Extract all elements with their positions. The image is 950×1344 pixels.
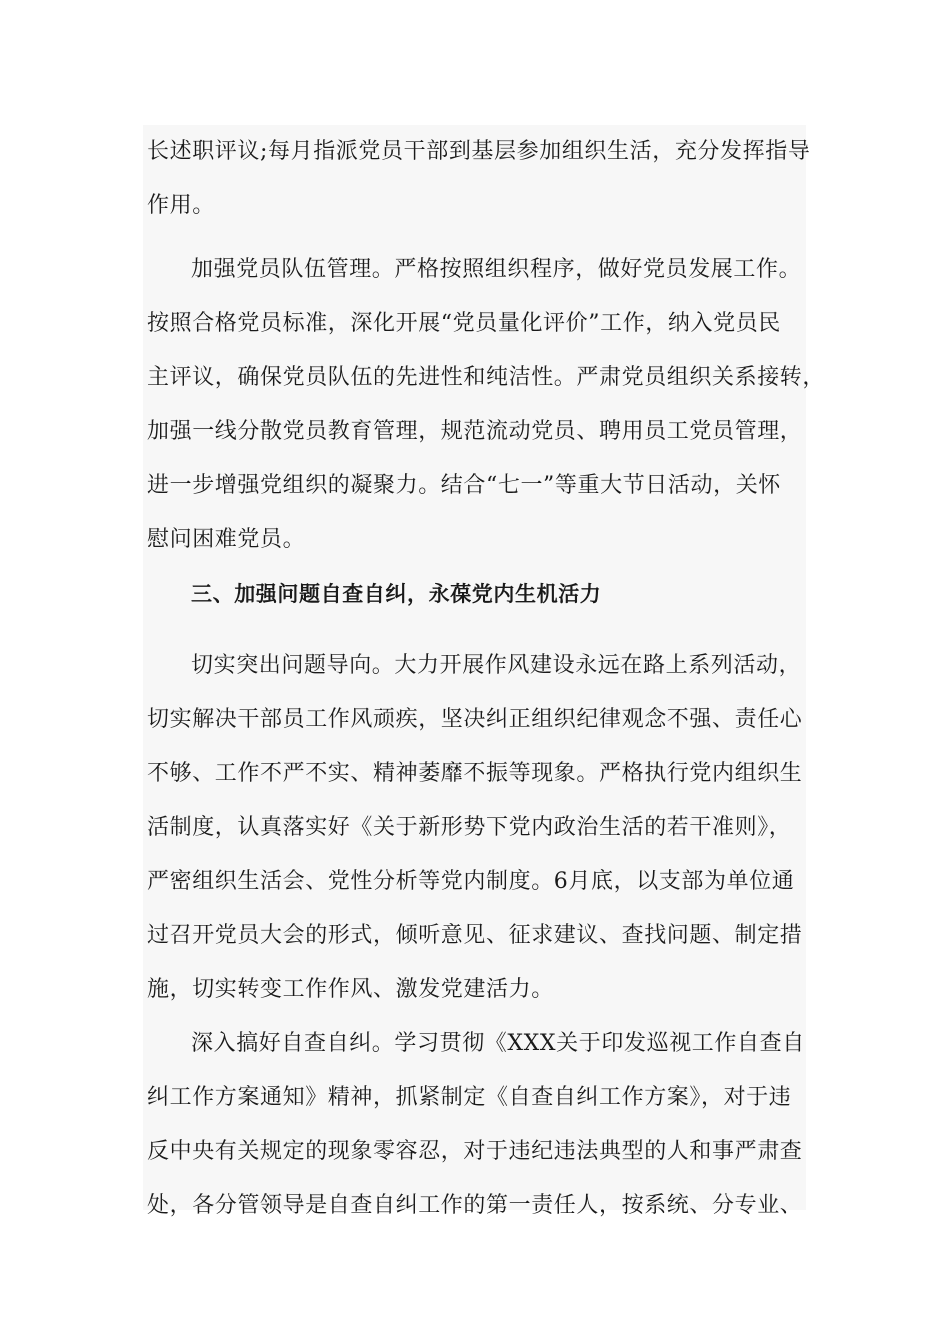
heading-text: 三、加强问题自查自纠，永葆党内生机活力 [191,582,602,606]
text-line: 处，各分管领导是自查自纠工作的第一责任人，按系统、分专业、 [147,1193,803,1218]
text-line: 进一步增强党组织的凝聚力。结合“七一”等重大节日活动，关怀 [147,473,781,498]
text-line: 深入搞好自查自纠。学习贯彻《XXX关于印发巡视工作自查自 [191,1031,805,1056]
paragraph-member-management [147,243,826,567]
text-line: 主评议，确保党员队伍的先进性和纯洁性。严肃党员组织关系接转， [147,365,826,390]
text-line: 切实突出问题导向。大力开展作风建设永远在路上系列活动， [191,653,802,678]
text-line: 施，切实转变工作作风、激发党建活力。 [147,977,554,1002]
text-line: 作用。 [147,193,215,218]
text-line: 加强一线分散党员教育管理，规范流动党员、聘用员工党员管理， [147,419,803,444]
text-line: 反中央有关规定的现象零容忍，对于违纪违法典型的人和事严肃查 [147,1139,803,1164]
paragraph-continuation [147,125,811,233]
text-line: 过召开党员大会的形式，倾听意见、征求建议、查找问题、制定措 [147,923,803,948]
text-line: 不够、工作不严不实、精神萎靡不振等现象。严格执行党内组织生 [147,761,803,786]
text-line: 长述职评议;每月指派党员干部到基层参加组织生活，充分发挥指导 [147,139,811,164]
text-line: 慰问困难党员。 [147,527,306,552]
text-line: 切实解决干部员工作风顽疾，坚决纠正组织纪律观念不强、责任心 [147,707,803,732]
text-line: 严密组织生活会、党性分析等党内制度。6月底，以支部为单位通 [147,869,795,894]
text-line: 纠工作方案通知》精神，抓紧制定《自查自纠工作方案》，对于违 [147,1085,792,1110]
paragraph-self-inspection [147,1017,807,1233]
text-line: 活制度，认真落实好《关于新形势下党内政治生活的若干准则》， [147,815,792,840]
paragraph-problem-orientation [147,639,807,1017]
section-heading [147,567,807,621]
text-line: 按照合格党员标准，深化开展“党员量化评价”工作，纳入党员民 [147,311,781,336]
text-line: 加强党员队伍管理。严格按照组织程序，做好党员发展工作。 [191,257,802,282]
